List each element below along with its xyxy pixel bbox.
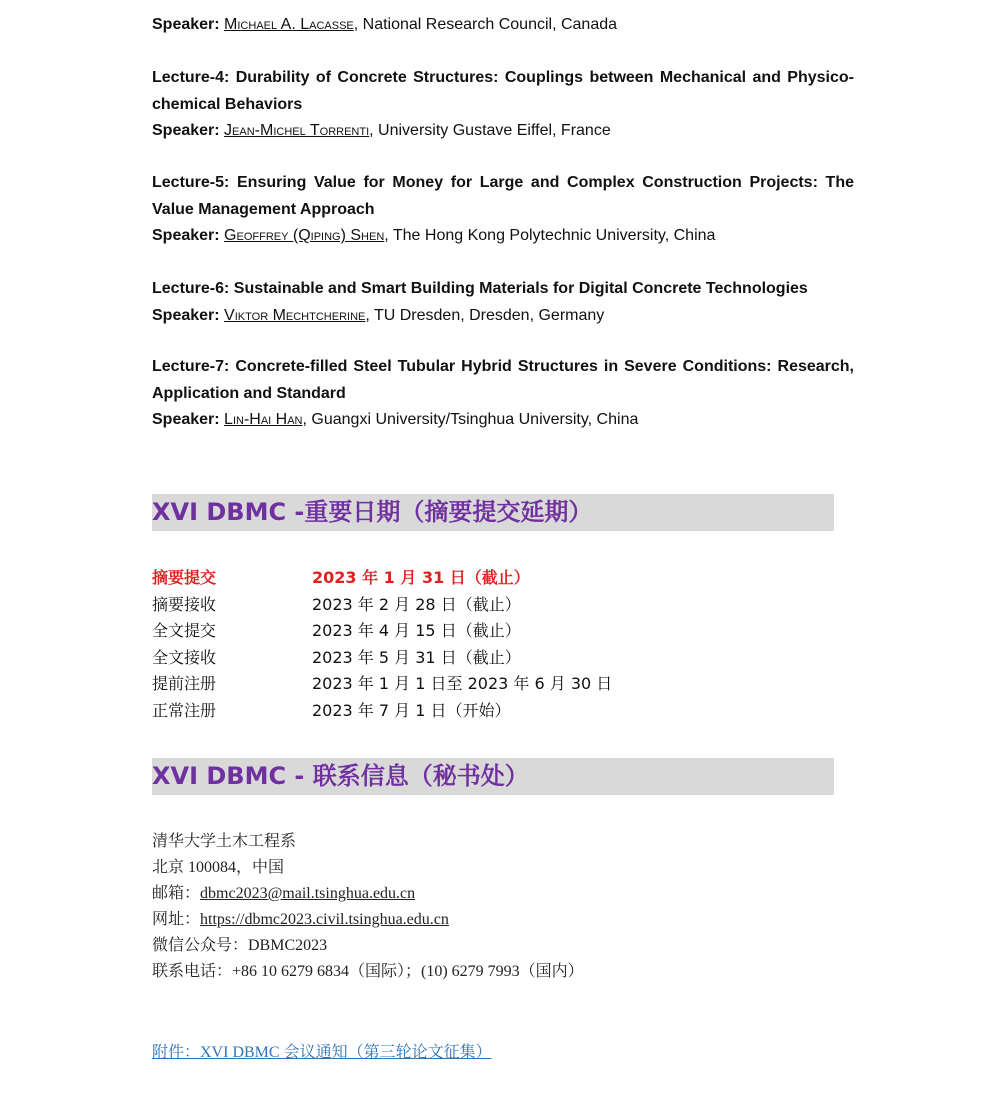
date-value: 2023 年 4 月 15 日（截止） bbox=[312, 621, 521, 640]
date-label: 摘要提交 bbox=[152, 568, 217, 587]
date-value: 2023 年 7 月 1 日（开始） bbox=[312, 700, 511, 720]
date-row-fullpaper-submission bbox=[152, 618, 752, 645]
speaker-name: Viktor Mechtcherine bbox=[224, 306, 366, 324]
contact-phone: 联系电话：+86 10 6279 6834（国际）；(10) 6279 7993（国内） bbox=[152, 963, 584, 980]
speaker-name: Jean-Michel Torrenti bbox=[224, 122, 370, 139]
speaker-label: Speaker: bbox=[152, 227, 220, 244]
date-label: 全文接收 bbox=[152, 647, 217, 667]
lecture-5 bbox=[152, 170, 854, 250]
date-value: 2023 年 1 月 31 日（截止） bbox=[312, 568, 530, 587]
date-row-regular-registration bbox=[152, 698, 752, 725]
date-label: 提前注册 bbox=[152, 674, 217, 693]
lecture-3-speaker-block bbox=[152, 12, 854, 39]
lecture-title: Lecture-7: Concrete-filled Steel Tubular Hybrid Structures in Severe Conditions: Research, Application and Standard bbox=[152, 358, 854, 402]
date-row-early-registration bbox=[152, 671, 752, 698]
lecture-6 bbox=[152, 276, 854, 329]
date-row-fullpaper-acceptance bbox=[152, 645, 752, 672]
email-link[interactable]: dbmc2023@mail.tsinghua.edu.cn bbox=[200, 885, 416, 902]
speaker-label: Speaker: bbox=[152, 306, 220, 324]
speaker-label: Speaker: bbox=[152, 16, 220, 33]
date-row-abstract-submission bbox=[152, 565, 752, 592]
lecture-7 bbox=[152, 354, 854, 434]
lecture-title: Lecture-6: Sustainable and Smart Building Materials for Digital Concrete Technologies bbox=[152, 280, 808, 297]
lecture-4 bbox=[152, 65, 854, 145]
lecture-speaker bbox=[152, 223, 854, 250]
web-label: 网址： bbox=[152, 911, 201, 928]
date-label: 摘要接收 bbox=[152, 594, 217, 614]
contact-web-line bbox=[152, 907, 449, 933]
lecture-speaker bbox=[152, 303, 854, 330]
lecture-title: Lecture-5: Ensuring Value for Money for Large and Complex Construction Projects: The Value Management Approach bbox=[152, 174, 854, 218]
lecture-speaker bbox=[152, 407, 854, 434]
date-row-abstract-acceptance bbox=[152, 592, 752, 619]
important-dates-heading: XVI DBMC -重要日期（摘要提交延期） bbox=[152, 494, 834, 531]
speaker-affiliation: , National Research Council, Canada bbox=[353, 16, 618, 33]
lecture-3-speaker bbox=[152, 12, 854, 39]
date-label: 正常注册 bbox=[152, 700, 217, 720]
speaker-affiliation: , TU Dresden, Dresden, Germany bbox=[365, 306, 605, 324]
date-value: 2023 年 2 月 28 日（截止） bbox=[312, 594, 521, 614]
date-label: 全文提交 bbox=[152, 621, 217, 640]
contact-wechat: 微信公众号：DBMC2023 bbox=[152, 937, 328, 954]
lecture-title: Lecture-4: Durability of Concrete Structures: Couplings between Mechanical and Physico-chemical Behaviors bbox=[152, 69, 854, 113]
contact-heading: XVI DBMC - 联系信息（秘书处） bbox=[152, 758, 834, 795]
contact-department: 清华大学土木工程系 bbox=[152, 833, 297, 850]
speaker-affiliation: , Guangxi University/Tsinghua University, China bbox=[302, 411, 639, 428]
website-link[interactable]: https://dbmc2023.civil.tsinghua.edu.cn bbox=[200, 911, 449, 928]
speaker-name: Geoffrey (Qiping) Shen bbox=[224, 227, 385, 244]
speaker-affiliation: , The Hong Kong Polytechnic University, China bbox=[384, 227, 716, 244]
speaker-name: Michael A. Lacasse bbox=[224, 16, 354, 33]
speaker-name: Lin-Hai Han bbox=[224, 411, 303, 428]
attachment-link[interactable]: 附件：XVI DBMC 会议通知（第三轮论文征集） bbox=[152, 1044, 492, 1061]
contact-email-line bbox=[152, 881, 415, 907]
email-label: 邮箱： bbox=[152, 885, 201, 902]
speaker-label: Speaker: bbox=[152, 122, 220, 139]
speaker-label: Speaker: bbox=[152, 411, 220, 428]
date-value: 2023 年 1 月 1 日至 2023 年 6 月 30 日 bbox=[312, 674, 613, 693]
lecture-speaker bbox=[152, 118, 854, 145]
speaker-affiliation: , University Gustave Eiffel, France bbox=[369, 122, 611, 139]
date-value: 2023 年 5 月 31 日（截止） bbox=[312, 647, 521, 667]
contact-address: 北京 100084，中国 bbox=[152, 859, 285, 876]
